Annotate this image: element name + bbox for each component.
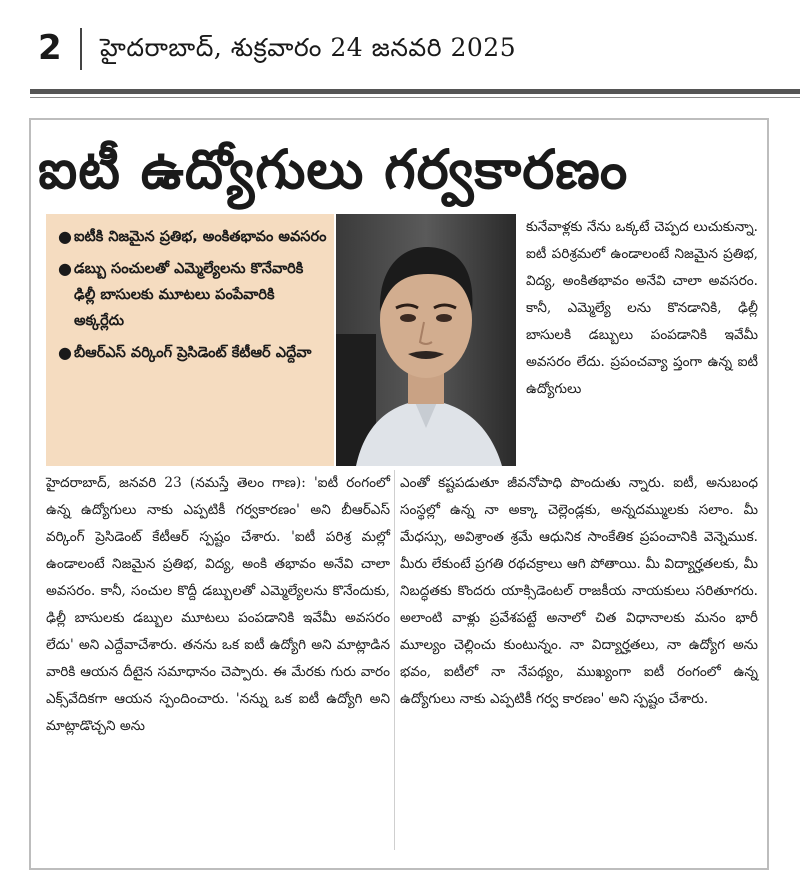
- masthead: [0, 0, 800, 96]
- masthead-rule-thin: [30, 97, 800, 98]
- article-body-right: ఎంతో కష్టపడుతూ జీవనోపాధి పొందుతు న్నారు. ఐటీ, అనుబంధ సంస్థల్లో ఉన్న నా అక్కా చెల్లెండ్లకు, అన్నదమ్ములకు సలాం. మీ మేధస్సు, అవిశ్రాంత శ్రమే ఆధునిక సాంకేతిక ప్రపంచానికి వెన్నెముక. మీరు లేకుంటే ప్రగతి రథచక్రాలు ఆగి పోతాయి. మీ విద్యార్హతలకు, మీ నిబద్ధతకు కొందరు యాక్సిడెంటల్ రాజకీయ నాయకులు సరితూగరు. అలాంటి వాళ్లు ప్రవేశపట్టే అనాలో చిత విధానాలకు మనం భారీ మూల్యం చెల్లించు కుంటున్నం. నా విద్యార్హతలు, నా ఉద్యోగ అను భవం, ఐటీలో నా నేపథ్యం, ముఖ్యంగా ఐటీ రంగంలో ఉన్న ఉద్యోగులు నాకు ఎప్పటికీ గర్వ కారణం' అని స్పష్టం చేశారు.: [400, 475, 758, 707]
- highlight-item: [58, 256, 328, 334]
- portrait-illustration: [336, 214, 516, 466]
- highlights-box: [46, 214, 334, 466]
- highlight-item: [58, 224, 328, 250]
- article-headline: ఐటీ ఉద్యోగులు గర్వకారణం: [38, 138, 629, 201]
- bullet-icon: ●: [58, 227, 72, 246]
- highlight-text: డబ్బు సంచులతో ఎమ్మెల్యేలను కొనేవారికి ఢిల్లీ బాసులకు మూటలు పంపేవారికి అక్కర్లేదు: [74, 261, 304, 329]
- masthead-divider: [80, 28, 82, 70]
- highlight-text: ఐటీకి నిజమైన ప్రతిభ, అంకితభావం అవసరం: [74, 229, 327, 245]
- dateline: హైదరాబాద్, శుక్రవారం 24 జనవరి 2025: [100, 33, 517, 62]
- highlight-text: బీఆర్ఎస్ వర్కింగ్ ప్రెసిడెంట్ కేటీఆర్ ఎద్దేవా: [74, 345, 312, 361]
- highlight-item: [58, 340, 328, 366]
- article-body-right-top: కునేవాళ్లకు నేను ఒక్కటే చెప్పద లుచుకున్నా. ఐటీ పరిశ్రమలో ఉండాలంటే నిజమైన ప్రతిభ, విద్య, అంకితభావం అనేవి చాలా అవసరం. కానీ, ఎమ్మెల్యే లను కొనడానికి, ఢిల్లీ బాసులకి డబ్బులు పంపడానికి ఇవేమీ అవసరం లేదు. ప్రపంచవ్యా ప్తంగా ఉన్న ఐటీ ఉద్యోగులు: [526, 219, 758, 397]
- bullet-icon: ●: [58, 343, 72, 362]
- ktr-photo: [336, 214, 516, 466]
- page-number: 2: [38, 28, 62, 68]
- article-body-left: హైదరాబాద్, జనవరి 23 (నమస్తే తెలం గాణ): 'ఐటీ రంగంలో ఉన్న ఉద్యోగులు నాకు ఎప్పటికీ గర్వకారణం' అని బీఆర్ఎస్ వర్కింగ్ ప్రెసిడెంట్ కేటీఆర్ స్పష్టం చేశారు. 'ఐటీ పరిశ్ర మల్లో ఉండాలంటే నిజమైన ప్రతిభ, విద్య, అంకి తభావం అనేవి చాలా అవసరం. కానీ, సంచుల కొద్దీ డబ్బులతో ఎమ్మెల్యేలను కొనేందుకు, ఢిల్లీ బాసులకు డబ్బుల మూటలు పంపడానికి ఇవేమీ అవసరం లేదు' అని ఎద్దేవాచేశారు. తనను ఒక ఐటీ ఉద్యోగి అని మాట్లాడిన వారికి ఆయన దీటైన సమాధానం చెప్పారు. ఈ మేరకు గురు వారం ఎక్స్‌వేదికగా ఆయన స్పందించారు. 'నన్ను ఒక ఐటీ ఉద్యోగి అని మాట్లాడొచ్చని అను: [46, 475, 390, 734]
- bullet-icon: ●: [58, 259, 72, 278]
- column-divider: [394, 470, 395, 850]
- masthead-rule: [30, 89, 800, 94]
